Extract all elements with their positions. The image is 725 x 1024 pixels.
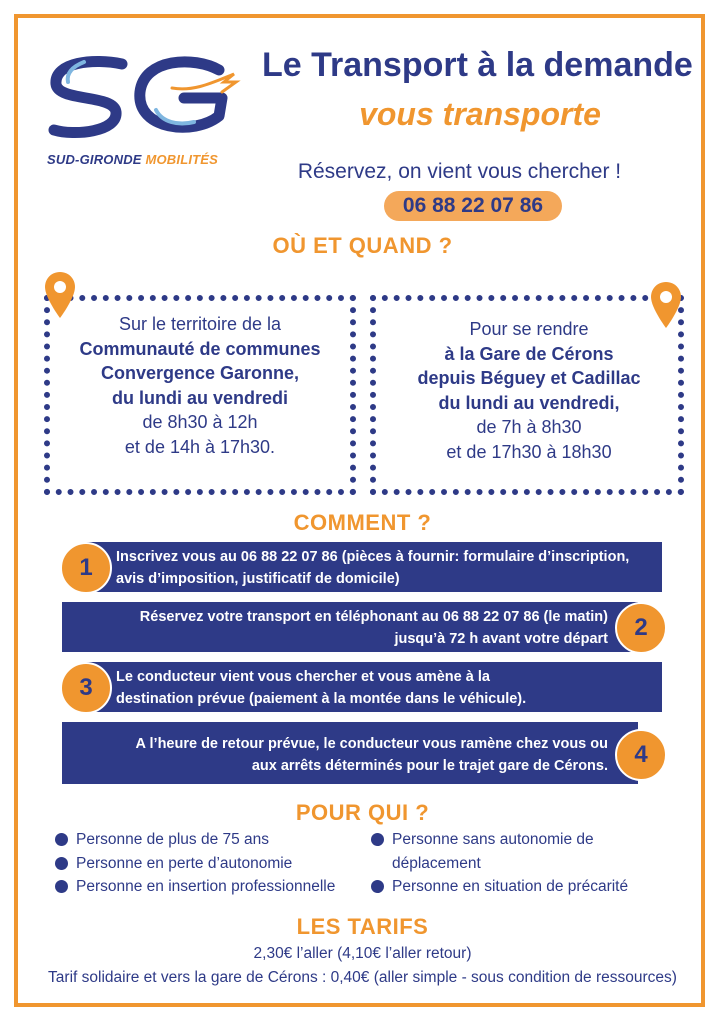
step-2-number: 2 [615, 602, 667, 654]
list-item: Personne en situation de précarité [371, 875, 671, 899]
list-item: Personne de plus de 75 ans [55, 828, 355, 852]
step-1-number: 1 [60, 542, 112, 594]
step-4-bar: A l’heure de retour prévue, le conducteur vous ramène chez vous ou aux arrêts déterminés pour le trajet gare de Cérons. [62, 722, 638, 784]
section-title-how: COMMENT ? [293, 510, 432, 535]
phone-number-badge[interactable]: 06 88 22 07 86 [384, 191, 562, 221]
step-1-bar: Inscrivez vous au 06 88 22 07 86 (pièces à fournir: formulaire d’inscription, avis d’imposition, justificatif de domicile) [86, 542, 662, 592]
who-list-right [371, 828, 671, 899]
reserve-text: Réservez, on vient vous chercher ! [297, 160, 622, 183]
where-right-text: Pour se rendre à la Gare de Cérons depuis Béguey et Cadillac du lundi au vendredi, de 7h à 8h30 et de 17h30 à 18h30 [417, 319, 641, 462]
tarif-line-2: Tarif solidaire et vers la gare de Cérons : 0,40€ (aller simple - sous condition de ressources) [48, 969, 677, 986]
section-title-who: POUR QUI ? [295, 800, 430, 825]
section-title-tarifs: LES TARIFS [296, 914, 429, 939]
section-title-where: OÙ ET QUAND ? [272, 233, 453, 258]
page-title: Le Transport à la demande [262, 46, 693, 84]
where-left-text: Sur le territoire de la Communauté de communes Convergence Garonne, du lundi au vendredi de 8h30 à 12h et de 14h à 17h30. [79, 314, 321, 457]
step-3-number: 3 [60, 662, 112, 714]
step-3-bar: Le conducteur vient vous chercher et vous amène à la destination prévue (paiement à la montée dans le véhicule). [86, 662, 662, 712]
brand-name: SUD-GIRONDE MOBILITÉS [47, 152, 219, 167]
step-4-number: 4 [615, 729, 667, 781]
list-item: Personne en insertion professionnelle [55, 875, 355, 899]
page-subtitle: vous transporte [359, 96, 601, 132]
list-item: Personne en perte d’autonomie [55, 852, 355, 876]
who-list-left [55, 828, 355, 899]
list-item: Personne sans autonomie de déplacement [371, 828, 671, 875]
step-2-bar: Réservez votre transport en téléphonant au 06 88 22 07 86 (le matin) jusqu’à 72 h avant votre départ [62, 602, 638, 652]
tarif-line-1: 2,30€ l’aller (4,10€ l’aller retour) [253, 945, 472, 962]
